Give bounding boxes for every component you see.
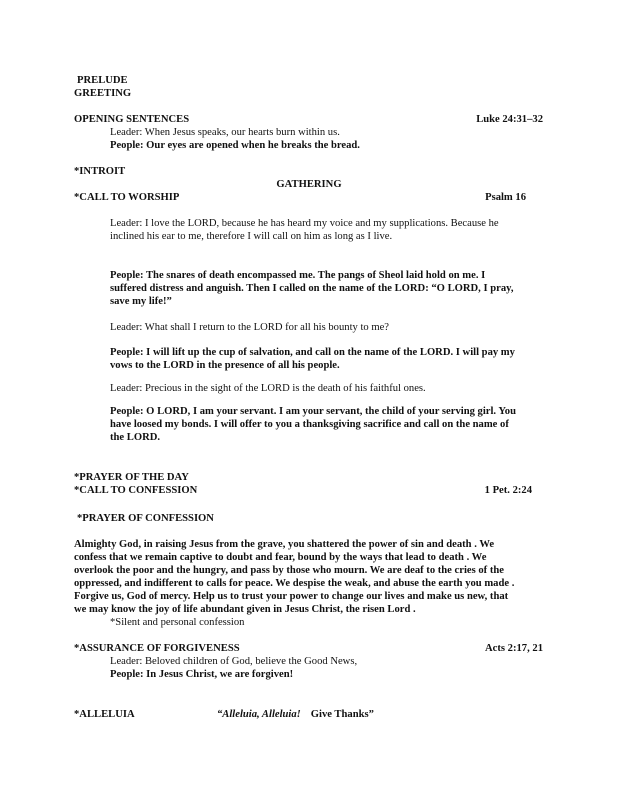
prayer-of-confession-heading: *PRAYER OF CONFESSION	[77, 513, 214, 524]
worship-people-line: the LORD.	[110, 432, 161, 443]
confession-text-line: confess that we remain captive to doubt and fear, bound by the ways that lead to death . We	[74, 552, 487, 563]
confession-text-line: Forgive us, God of mercy. Help us to trust your power to change our lives and make us new, that	[74, 591, 509, 602]
prelude-heading: PRELUDE	[77, 75, 128, 86]
confession-text-line: overlook the poor and the hungry, and pass by those who mourn. We are deaf to the cries of the	[74, 565, 504, 576]
call-to-confession-heading: *CALL TO CONFESSION	[74, 485, 198, 496]
worship-people-line: People: I will lift up the cup of salvation, and call on the name of the LORD. I will pay my	[110, 347, 515, 358]
worship-leader-line: Leader: I love the LORD, because he has heard my voice and my supplications. Because he	[110, 218, 499, 229]
alleluia-title-line	[217, 708, 374, 721]
worship-leader-line: inclined his ear to me, therefore I will call on him as long as I live.	[110, 231, 393, 242]
assurance-people-line: People: In Jesus Christ, we are forgiven!	[110, 669, 294, 680]
alleluia-heading: *ALLELUIA	[74, 709, 135, 720]
assurance-ref: Acts 2:17, 21	[485, 643, 543, 654]
gathering-heading: GATHERING	[276, 179, 342, 190]
alleluia-title: “Alleluia, Alleluia!	[217, 709, 301, 720]
silent-confession-note: *Silent and personal confession	[110, 617, 245, 628]
assurance-heading: *ASSURANCE OF FORGIVENESS	[74, 643, 240, 654]
introit-heading: *INTROIT	[74, 166, 126, 177]
alleluia-subtitle: Give Thanks”	[310, 709, 374, 720]
worship-leader-line: Leader: Precious in the sight of the LORD is the death of his faithful ones.	[110, 383, 426, 394]
worship-people-line: suffered distress and anguish. Then I called on the name of the LORD: “O LORD, I pray,	[110, 283, 514, 294]
call-to-worship-ref: Psalm 16	[485, 192, 526, 203]
confession-text-line: Almighty God, in raising Jesus from the grave, you shattered the power of sin and death . We	[74, 539, 495, 550]
call-to-confession-ref: 1 Pet. 2:24	[484, 485, 532, 496]
confession-text-line: oppressed, and indifferent to calls for peace. We despise the weak, and abuse the earth you made .	[74, 578, 515, 589]
assurance-leader-line: Leader: Beloved children of God, believe the Good News,	[110, 656, 358, 667]
worship-people-line: save my life!”	[110, 296, 172, 307]
worship-people-line: People: O LORD, I am your servant. I am your servant, the child of your serving girl. You	[110, 406, 516, 417]
opening-people-line: People: Our eyes are opened when he breaks the bread.	[110, 140, 360, 151]
worship-leader-line: Leader: What shall I return to the LORD for all his bounty to me?	[110, 322, 389, 333]
prayer-of-the-day-heading: *PRAYER OF THE DAY	[74, 472, 189, 483]
confession-text-line: we may know the joy of life abundant given in Jesus Christ, the risen Lord .	[74, 604, 416, 615]
greeting-heading: GREETING	[74, 88, 132, 99]
worship-people-line: People: The snares of death encompassed me. The pangs of Sheol laid hold on me. I	[110, 270, 486, 281]
opening-sentences-heading: OPENING SENTENCES	[74, 114, 190, 125]
opening-leader-line: Leader: When Jesus speaks, our hearts burn within us.	[110, 127, 340, 138]
worship-people-line: have loosed my bonds. I will offer to you a thanksgiving sacrifice and call on the name of	[110, 419, 509, 430]
opening-sentences-ref: Luke 24:31–32	[476, 114, 543, 125]
call-to-worship-heading: *CALL TO WORSHIP	[74, 192, 180, 203]
worship-people-line: vows to the LORD in the presence of all his people.	[110, 360, 340, 371]
